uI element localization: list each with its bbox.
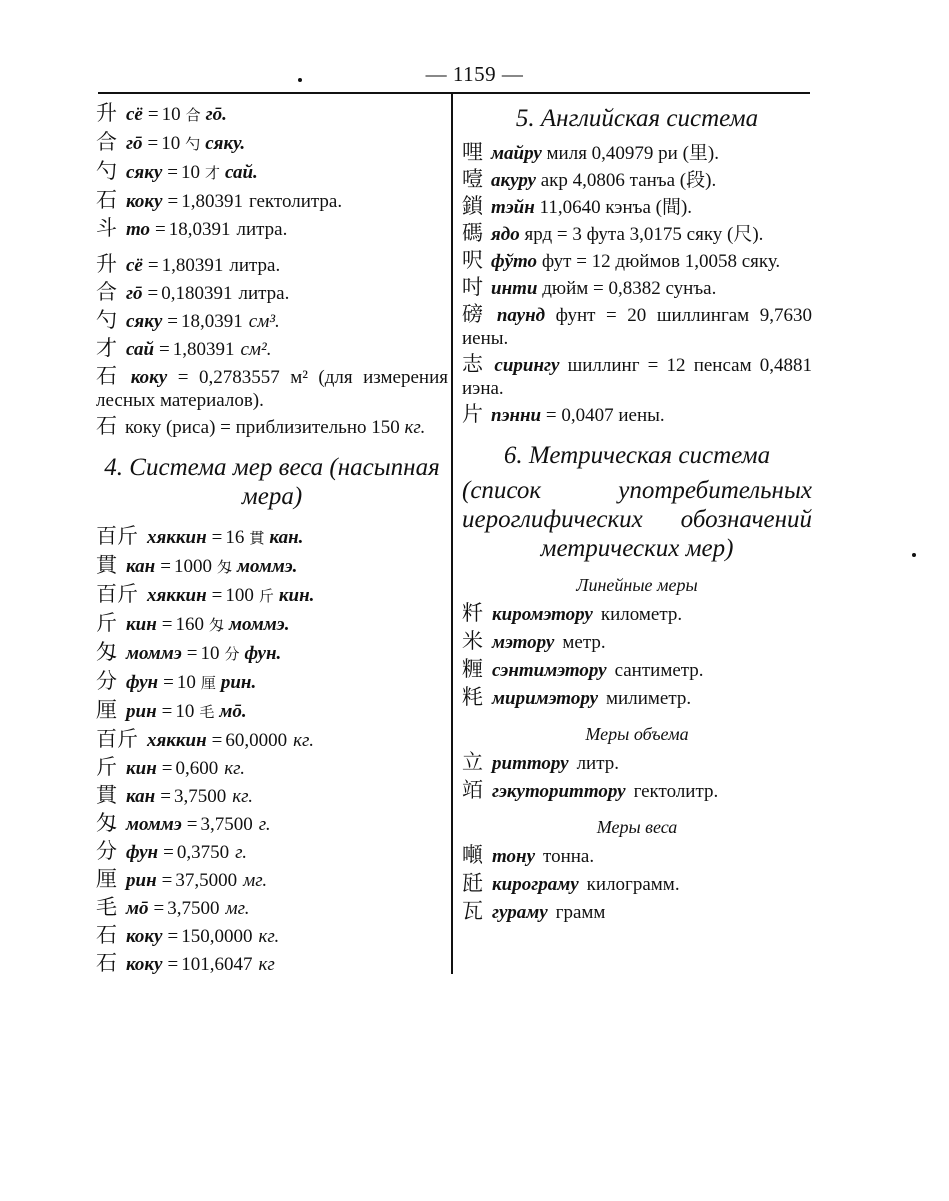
entry: 斤 кин = 0,600 кг. [96,755,246,779]
entry: 貫 кан = 3,7500 кг. [96,783,253,807]
entry-paragraph: 碼 ядо ярд = 3 фута 3,0175 сяку (尺). [462,221,764,245]
entry-paragraph: 志 сирингу шиллинг = 12 пенсам 0,4881 иэна. [462,352,812,399]
entry: 匁 моммэ = 10 分 фун. [96,640,282,664]
weight-group-1 [96,523,448,726]
entry: 分 фун = 10 厘 рин. [96,669,257,693]
entry: 匁 моммэ = 3,7500 г. [96,811,271,835]
entry: 噸 тону тонна. [462,843,595,867]
entry: 粍 миримэтору милиметр. [462,685,692,709]
entry: 立 риттору литр. [462,750,619,774]
entry: 合 гō = 0,180391 литра. [96,280,290,304]
entry: 才 сай = 1,80391 см². [96,336,272,360]
section-title: 6. Метрическая система [503,442,771,469]
entry: 厘 рин = 37,5000 мг. [96,867,268,891]
page-number: — 1159 — [425,62,524,86]
volume-group-1 [96,100,448,243]
section-title: 5. Английская система [515,105,759,132]
entry: 斗 то = 18,0391 литра. [96,216,288,240]
entry: 瓦 гураму грамм [462,899,606,923]
volume-group-2 [96,251,448,363]
entry: 升 сё = 10 合 гō. [96,101,227,125]
entry: 斤 кин = 160 匁 моммэ. [96,611,290,635]
entry: 瓩 кирограму килограмм. [462,871,680,895]
entry-paragraph: 哩 майру миля 0,40979 ри (里). [462,140,720,164]
entry: 勺 сяку = 18,0391 см³. [96,308,280,332]
entry: 石 коку = 150,0000 кг. [96,923,280,947]
entry: 貫 кан = 1000 匁 моммэ. [96,553,298,577]
entry: 石 коку = 1,80391 гектолитра. [96,188,343,212]
section-title: 4. Система мер веса (насыпная мера) [104,454,440,510]
column-divider [451,94,453,974]
entry-paragraph: 噎 акуру акр 4,0806 танъа (段). [462,167,717,191]
entry-paragraph: 呎 фўто фут = 12 дюймов 1,0058 сяку. [462,248,781,272]
entry-paragraph: 石 коку = 0,2783557 м² (для измерения лесных материалов). [96,364,448,411]
section-subtitle: (список употребительных иероглифических обозначений метрических мер) [462,477,812,562]
entry: 升 сё = 1,80391 литра. [96,252,281,276]
right-column [462,100,812,926]
subsection-heading: Линейные меры [576,575,698,595]
entry-paragraph: 吋 инти дюйм = 0,8382 сунъа. [462,275,717,299]
entry: 米 мэтору метр. [462,629,606,653]
entry: 石 коку = 101,6047 кг [96,951,275,975]
entry: 百斤 хяккин = 100 斤 кин. [96,582,315,606]
entry: 分 фун = 0,3750 г. [96,839,247,863]
entry: 勺 сяку = 10 才 сай. [96,159,258,183]
entry: 毛 мō = 3,7500 мг. [96,895,250,919]
entry-paragraph: 石 коку (риса) = приблизительно 150 кг. [96,414,426,438]
entry-paragraph: 片 пэнни = 0,0407 иены. [462,402,665,426]
entry-paragraph: 鎖 тэйн 11,0640 кэнъа (間). [462,194,693,218]
subsection-heading: Меры веса [596,817,678,837]
left-column [96,100,448,978]
entry: 厘 рин = 10 毛 мō. [96,698,247,722]
weight-group-2 [96,726,448,978]
subsection-heading: Меры объема [585,724,689,744]
entry-paragraph: 磅 паунд фунт = 20 шиллингам 9,7630 иены. [462,302,813,349]
entry: 百斤 хяккин = 16 貫 кан. [96,524,304,548]
entry: 糎 сэнтимэтору сантиметр. [462,657,704,681]
entry: 合 гō = 10 勺 сяку. [96,130,246,154]
entry: 竡 гэкуториттору гектолитр. [462,778,719,802]
entry: 粁 киромэтору километр. [462,601,683,625]
print-speck [912,553,916,557]
entry: 百斤 хяккин = 60,0000 кг. [96,727,314,751]
english-system-list [462,141,812,427]
header-rule [98,92,810,94]
